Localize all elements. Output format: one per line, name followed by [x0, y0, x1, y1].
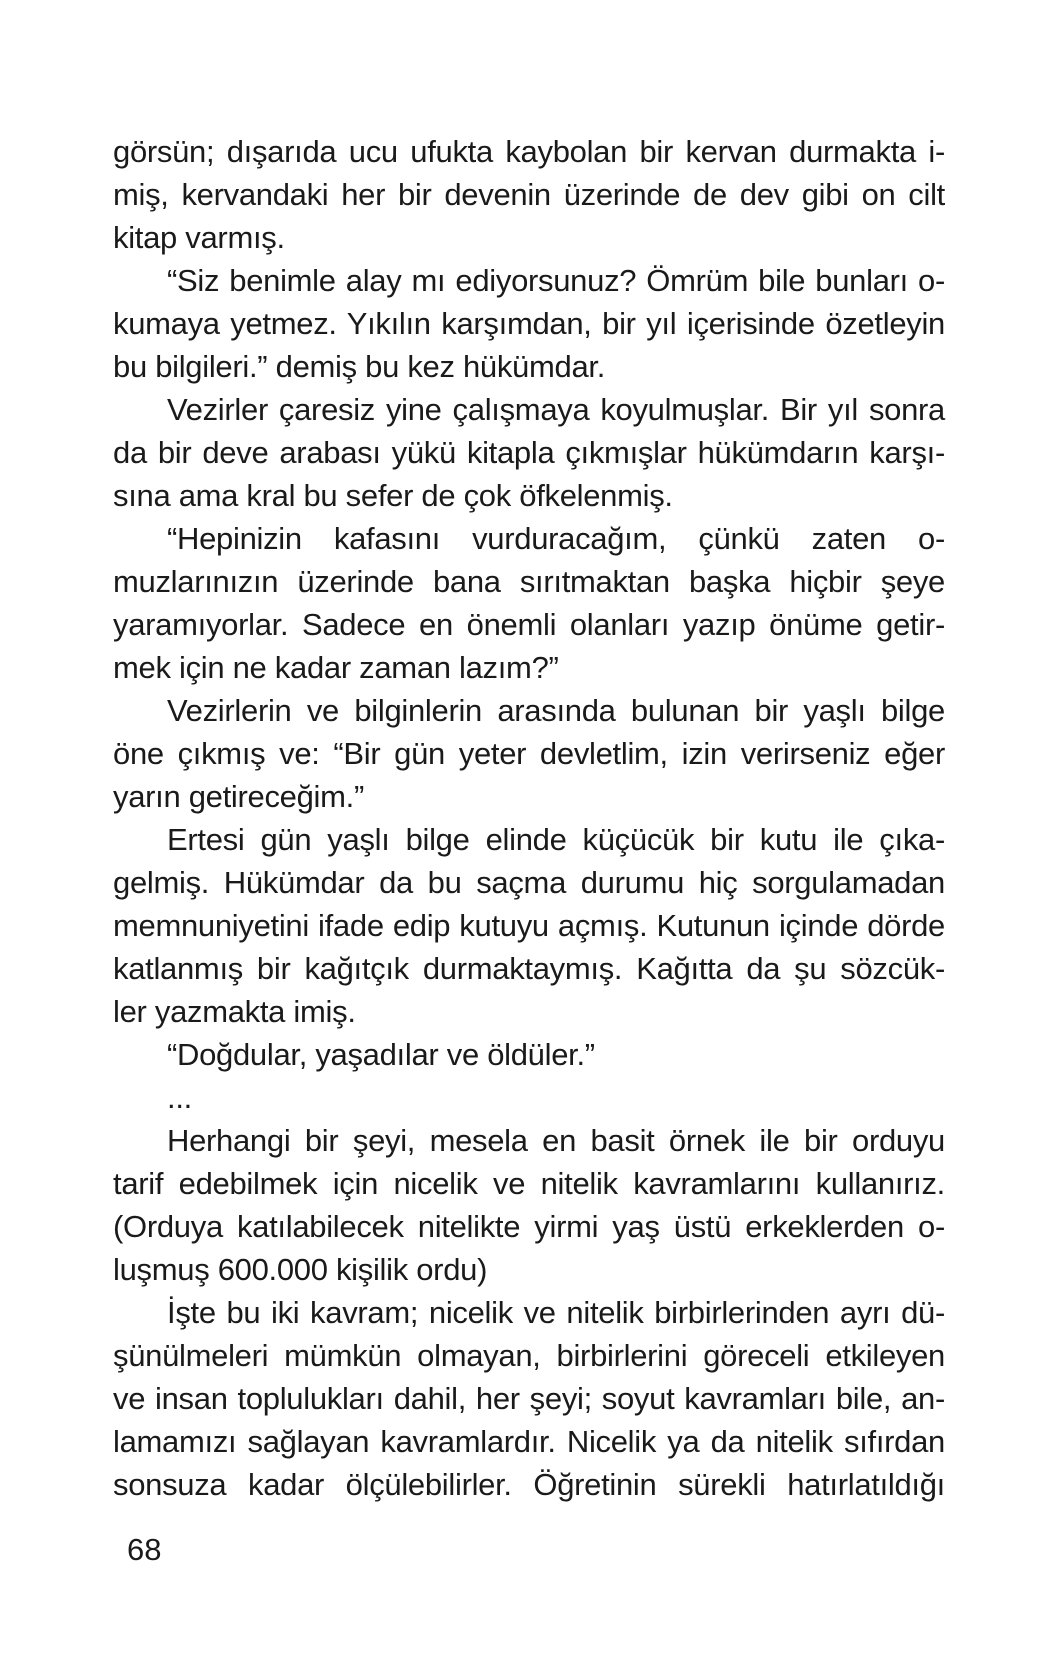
- text-line: kumaya yetmez. Yıkılın karşımdan, bir yıl içerisinde özetleyin: [113, 306, 945, 341]
- text-line: Vezirler çaresiz yine çalışmaya koyulmuşlar. Bir yıl sonra: [167, 392, 945, 427]
- text-line: yarın getireceğim.”: [113, 779, 365, 814]
- text-line: sına ama kral bu sefer de çok öfkelenmiş.: [113, 478, 673, 513]
- text-line: muzlarınızın üzerinde bana sırıtmaktan başka hiçbir şeye: [113, 564, 945, 599]
- text-line: ler yazmakta imiş.: [113, 994, 356, 1029]
- paragraph: [113, 259, 945, 388]
- paragraph: [113, 1291, 945, 1506]
- paragraph: [113, 388, 945, 517]
- text-line: katlanmış bir kağıtçık durmaktaymış. Kağıtta da şu sözcük-: [113, 951, 945, 986]
- text-line: (Orduya katılabilecek nitelikte yirmi yaş üstü erkeklerden o-: [113, 1209, 945, 1244]
- text-line: mek için ne kadar zaman lazım?”: [113, 650, 559, 685]
- text-line: öne çıkmış ve: “Bir gün yeter devletlim, izin verirseniz eğer: [113, 736, 945, 771]
- text-line: Ertesi gün yaşlı bilge elinde küçücük bir kutu ile çıka-: [167, 822, 945, 857]
- text-line: Herhangi bir şeyi, mesela en basit örnek ile bir orduyu: [167, 1123, 945, 1158]
- paragraph: [113, 1119, 945, 1291]
- body-text: [113, 130, 945, 1506]
- text-line: da bir deve arabası yükü kitapla çıkmışlar hükümdarın karşı-: [113, 435, 945, 470]
- text-line: “Doğdular, yaşadılar ve öldüler.”: [167, 1037, 595, 1072]
- paragraph: [113, 130, 945, 259]
- text-line: ...: [167, 1080, 192, 1115]
- text-line: yaramıyorlar. Sadece en önemli olanları yazıp önüme getir-: [113, 607, 945, 642]
- paragraph: [113, 818, 945, 1033]
- text-line: görsün; dışarıda ucu ufukta kaybolan bir kervan durmakta i-: [113, 134, 945, 169]
- text-line: memnuniyetini ifade edip kutuyu açmış. Kutunun içinde dörde: [113, 908, 945, 943]
- text-line: miş, kervandaki her bir devenin üzerinde de dev gibi on cilt: [113, 177, 945, 212]
- page-number: 68: [127, 1532, 162, 1567]
- text-line: sonsuza kadar ölçülebilirler. Öğretinin sürekli hatırlatıldığı: [113, 1467, 945, 1502]
- text-line: kitap varmış.: [113, 220, 285, 255]
- paragraph: [113, 689, 945, 818]
- text-line: Vezirlerin ve bilginlerin arasında bulunan bir yaşlı bilge: [167, 693, 945, 728]
- text-line: “Siz benimle alay mı ediyorsunuz? Ömrüm bile bunları o-: [167, 263, 945, 298]
- paragraph: [113, 517, 945, 689]
- text-line: luşmuş 600.000 kişilik ordu): [113, 1252, 488, 1287]
- text-line: ve insan toplulukları dahil, her şeyi; soyut kavramları bile, an-: [113, 1381, 945, 1416]
- text-line: tarif edebilmek için nicelik ve nitelik kavramlarını kullanırız.: [113, 1166, 945, 1201]
- text-line: İşte bu iki kavram; nicelik ve nitelik birbirlerinden ayrı dü-: [167, 1295, 945, 1330]
- paragraph: [113, 1033, 945, 1076]
- text-line: “Hepinizin kafasını vurduracağım, çünkü zaten o-: [167, 521, 945, 556]
- text-line: lamamızı sağlayan kavramlardır. Nicelik ya da nitelik sıfırdan: [113, 1424, 945, 1459]
- text-line: gelmiş. Hükümdar da bu saçma durumu hiç sorgulamadan: [113, 865, 945, 900]
- text-line: bu bilgileri.” demiş bu kez hükümdar.: [113, 349, 606, 384]
- paragraph: [113, 1076, 945, 1119]
- text-line: şünülmeleri mümkün olmayan, birbirlerini göreceli etkileyen: [113, 1338, 945, 1373]
